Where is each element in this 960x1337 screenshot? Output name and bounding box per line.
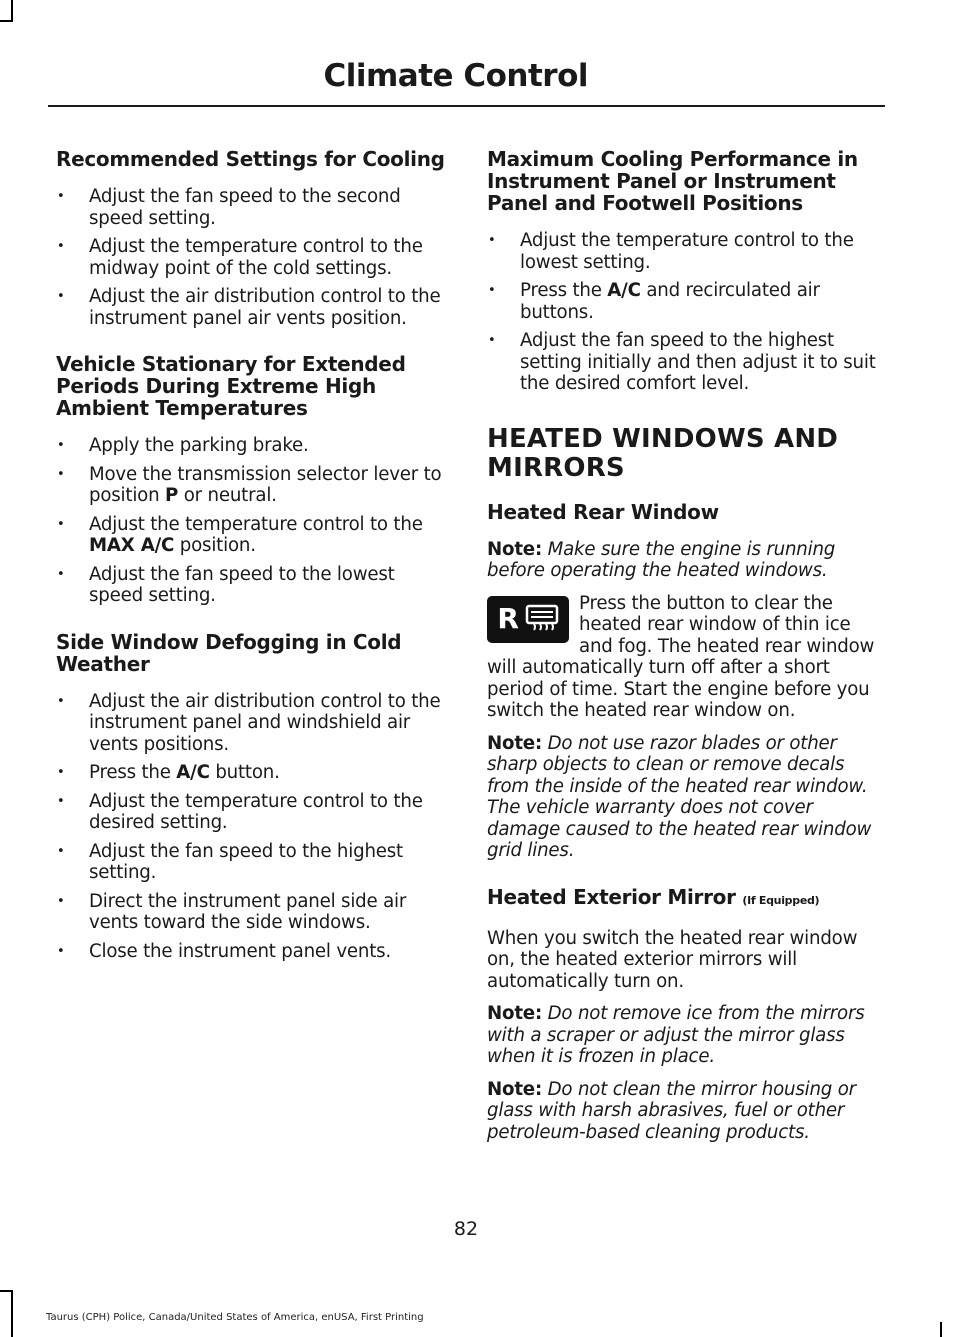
list-item: • Adjust the fan speed to the second speed setting. xyxy=(56,186,448,229)
crop-mark xyxy=(0,20,13,22)
bullet-list xyxy=(56,435,448,607)
heated-rear-window-icon: R xyxy=(487,596,569,643)
crop-mark xyxy=(0,1290,13,1292)
bullet-list xyxy=(56,691,448,963)
left-column xyxy=(56,148,448,969)
list-item: • Adjust the fan speed to the highest setting. xyxy=(56,841,448,884)
section-heading-recommended-cooling: Recommended Settings for Cooling xyxy=(56,147,445,171)
list-item: • Move the transmission selector lever to position P or neutral. xyxy=(56,464,448,507)
list-item: • Adjust the fan speed to the highest setting initially and then adjust it to suit the desired comfort level. xyxy=(487,330,882,395)
note-paragraph: Note: Make sure the engine is running before operating the heated windows. xyxy=(487,538,836,581)
defrost-grid-icon xyxy=(525,604,559,634)
right-column xyxy=(487,148,882,1154)
list-item: • Adjust the temperature control to the desired setting. xyxy=(56,791,448,834)
crop-mark xyxy=(940,1322,942,1337)
list-item: • Press the A/C and recirculated air buttons. xyxy=(487,280,882,323)
section-heading-heated-rear-window: Heated Rear Window xyxy=(487,499,719,524)
page-header-title: Climate Control xyxy=(323,58,588,94)
body-paragraph: When you switch the heated rear window on, the heated exterior mirrors will automatically turn on. xyxy=(487,927,858,992)
page-number: 82 xyxy=(453,1218,479,1240)
section-heading-side-window-defogging: Side Window Defogging in Cold Weather xyxy=(56,629,402,676)
section-heading-heated-exterior-mirror: Heated Exterior Mirror (If Equipped) xyxy=(487,884,820,909)
list-item: • Direct the instrument panel side air vents toward the side windows. xyxy=(56,891,448,934)
body-paragraph: R Press the button to clear the heated rear window of thin ice and fog. The heated rear window will automatically turn off after a short period of time. Start the engine before you switch the heated rear window on. xyxy=(487,592,875,721)
header-divider xyxy=(48,105,885,107)
footer-text: Taurus (CPH) Police, Canada/United States of America, enUSA, First Printing xyxy=(46,1312,424,1323)
list-item: • Adjust the temperature control to the lowest setting. xyxy=(487,230,882,273)
bullet-list xyxy=(56,186,448,329)
section-heading-vehicle-stationary: Vehicle Stationary for Extended Periods During Extreme High Ambient Temperatures xyxy=(56,352,406,420)
crop-mark xyxy=(11,0,13,22)
list-item: • Adjust the temperature control to the MAX A/C position. xyxy=(56,514,448,557)
crop-mark xyxy=(11,1290,13,1337)
list-item: • Adjust the air distribution control to the instrument panel air vents position. xyxy=(56,286,448,329)
chapter-heading-heated-windows: HEATED WINDOWS AND MIRRORS xyxy=(487,423,839,483)
list-item: • Apply the parking brake. xyxy=(56,435,448,457)
note-paragraph: Note: Do not clean the mirror housing or glass with harsh abrasives, fuel or other petroleum-based cleaning products. xyxy=(487,1078,856,1143)
list-item: • Adjust the air distribution control to the instrument panel and windshield air vents positions. xyxy=(56,691,448,756)
list-item: • Adjust the fan speed to the lowest speed setting. xyxy=(56,564,448,607)
list-item: • Adjust the temperature control to the midway point of the cold settings. xyxy=(56,236,448,279)
bullet-list xyxy=(487,230,882,395)
note-paragraph: Note: Do not use razor blades or other sharp objects to clean or remove decals from the inside of the heated rear window. The vehicle warranty does not cover damage caused to the heated rear window grid lines. xyxy=(487,732,872,861)
list-item: • Close the instrument panel vents. xyxy=(56,941,448,963)
section-heading-maximum-cooling: Maximum Cooling Performance in Instrument Panel or Instrument Panel and Footwell Positions xyxy=(487,147,858,215)
note-paragraph: Note: Do not remove ice from the mirrors with a scraper or adjust the mirror glass when it is frozen in place. xyxy=(487,1003,865,1067)
list-item: • Press the A/C button. xyxy=(56,762,448,784)
